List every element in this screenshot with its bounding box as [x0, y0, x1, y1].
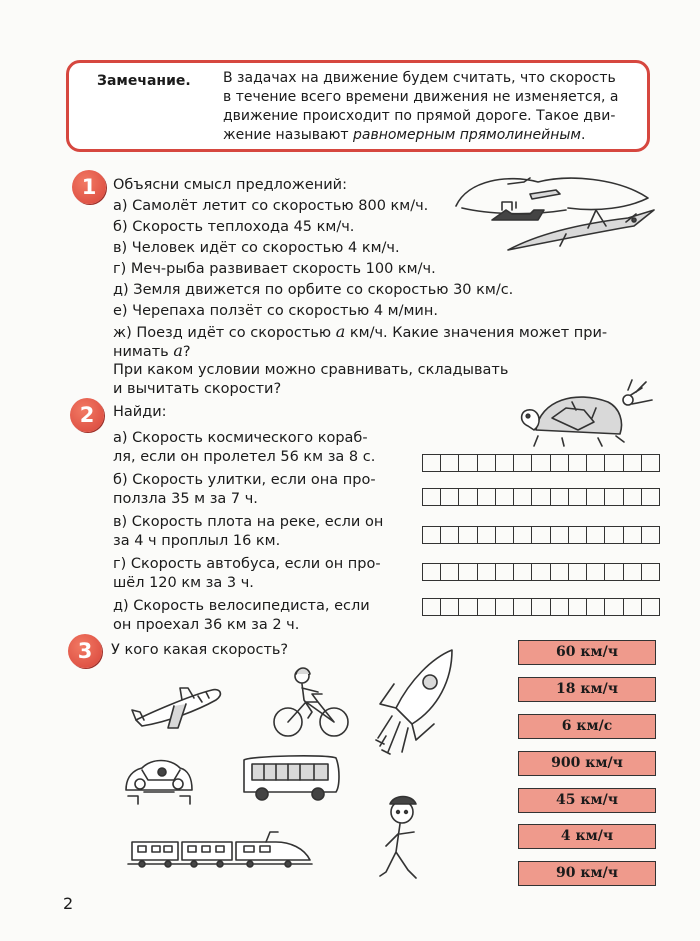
task-2-item-g-cont: шёл 120 км за 3 ч. — [113, 575, 254, 591]
task-2-item-g: г) Скорость автобуса, если он про- — [113, 556, 381, 572]
task-2-title: Найди: — [113, 404, 167, 420]
remark-line: движение происходит по прямой дороге. Такое дви- — [223, 108, 616, 124]
train-picture[interactable] — [128, 828, 314, 872]
speed-option[interactable]: 90 км/ч — [518, 861, 656, 886]
answer-grid-a[interactable] — [422, 454, 660, 472]
task-2-item-a: а) Скорость космического кораб- — [113, 430, 368, 446]
task-1-item-d: д) Земля движется по орбите со скоростью 30 км/с. — [113, 282, 514, 298]
remark-italic-term: равномерным прямолинейным — [353, 127, 581, 143]
rocket-picture[interactable] — [362, 646, 458, 766]
remark-line: В задачах на движение будем считать, что скорость — [223, 70, 616, 86]
task-1-question: При каком условии можно сравнивать, складывать — [113, 362, 509, 378]
task-1-item-v: в) Человек идёт со скоростью 4 км/ч. — [113, 240, 400, 256]
answer-grid-g[interactable] — [422, 563, 660, 581]
speed-option[interactable]: 6 км/с — [518, 714, 656, 739]
task-2-item-v: в) Скорость плота на реке, если он — [113, 514, 384, 530]
task-2-item-b: б) Скорость улитки, если она про- — [113, 472, 376, 488]
speed-option[interactable]: 900 км/ч — [518, 751, 656, 776]
task-2-item-d: д) Скорость велосипедиста, если — [113, 598, 370, 614]
task-2-item-a-cont: ля, если он пролетел 56 км за 8 с. — [113, 449, 376, 465]
cyclist-picture[interactable] — [272, 664, 354, 742]
remark-line: в течение всего времени движения не изменяется, а — [223, 89, 619, 105]
airplane-picture[interactable] — [128, 680, 226, 732]
swordfish-ship-plane-illustration — [448, 168, 663, 258]
task-3-badge: 3 — [68, 634, 102, 668]
variable-a: a — [335, 322, 346, 341]
speed-option[interactable]: 45 км/ч — [518, 788, 656, 813]
task-1-item-zh: ж) Поезд идёт со скоростью a км/ч. Какие значения может при- — [113, 322, 608, 341]
remark-box — [66, 60, 650, 152]
car-picture[interactable] — [120, 756, 196, 808]
speed-option[interactable]: 4 км/ч — [518, 824, 656, 849]
answer-grid-d[interactable] — [422, 598, 660, 616]
speed-option[interactable]: 18 км/ч — [518, 677, 656, 702]
answer-grid-b[interactable] — [422, 488, 660, 506]
remark-label: Замечание. — [97, 73, 191, 89]
task-2-item-b-cont: ползла 35 м за 7 ч. — [113, 491, 258, 507]
variable-a: a — [173, 341, 183, 360]
remark-line: жение называют равномерным прямолинейным. — [223, 127, 586, 143]
task-1-badge: 1 — [72, 170, 106, 204]
tortoise-illustration — [516, 378, 656, 448]
task-1-item-zh-cont: нимать a? — [113, 341, 191, 360]
task-1-question: и вычитать скорости? — [113, 381, 282, 397]
task-1-title: Объясни смысл предложений: — [113, 177, 347, 193]
task-1-item-e: е) Черепаха ползёт со скоростью 4 м/мин. — [113, 303, 438, 319]
remark-text — [223, 69, 643, 145]
walking-man-picture[interactable] — [374, 794, 430, 890]
answer-grid-v[interactable] — [422, 526, 660, 544]
task-1-item-g: г) Меч-рыба развивает скорость 100 км/ч. — [113, 261, 436, 277]
speed-option[interactable]: 60 км/ч — [518, 640, 656, 665]
page-number: 2 — [63, 894, 74, 913]
task-3-title: У кого какая скорость? — [111, 642, 289, 658]
task-2-item-v-cont: за 4 ч проплыл 16 км. — [113, 533, 281, 549]
task-2-badge: 2 — [70, 398, 104, 432]
bus-picture[interactable] — [238, 752, 342, 802]
task-1-item-b: б) Скорость теплохода 45 км/ч. — [113, 219, 355, 235]
task-2-item-d-cont: он проехал 36 км за 2 ч. — [113, 617, 300, 633]
task-1-item-a: а) Самолёт летит со скоростью 800 км/ч. — [113, 198, 429, 214]
